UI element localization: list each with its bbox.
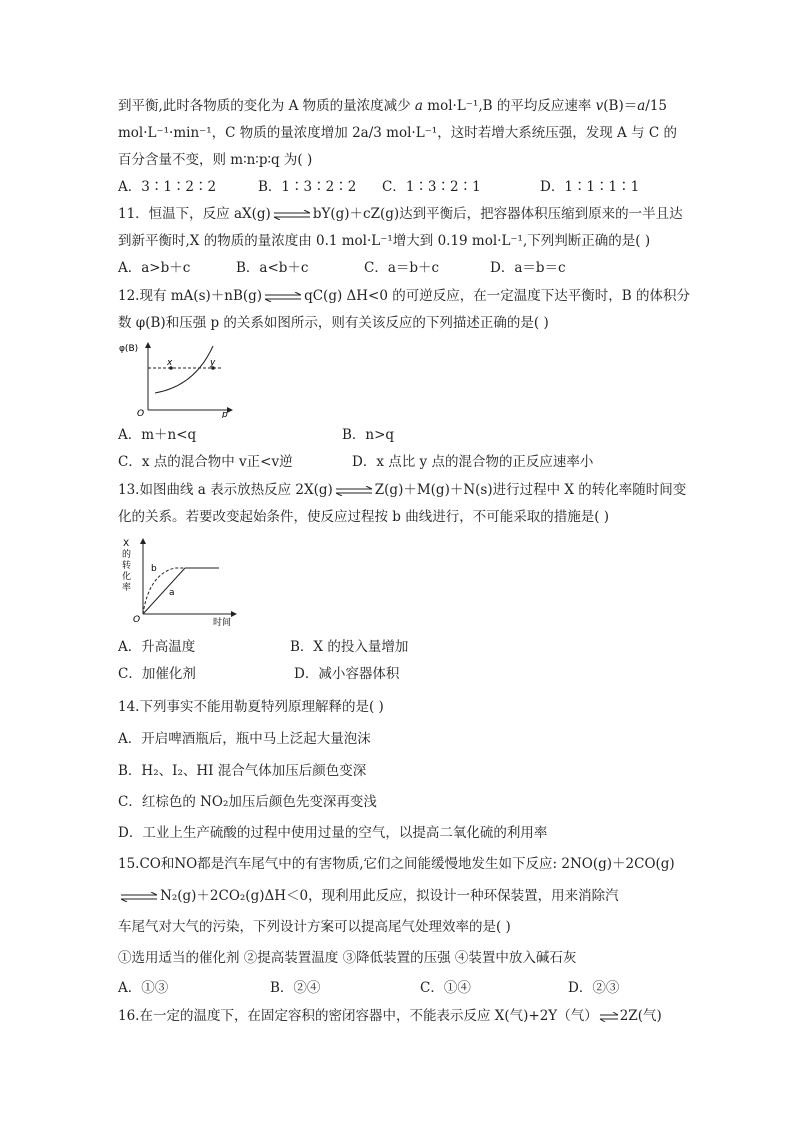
q11-option-b: B．a<b＋c <box>236 260 309 276</box>
q10-line2: mol·L⁻¹·min⁻¹，C 物质的量浓度增加 2a/3 mol·L⁻¹，这时若增大系统压强，发现 A 与 C 的 <box>118 125 677 141</box>
q13-xlabel: 时间 <box>213 618 232 626</box>
q14-option-a: A．开启啤酒瓶后，瓶中马上泛起大量泡沫 <box>118 731 371 747</box>
q12-option-b: B．n>q <box>342 427 395 443</box>
q11-line2: 到新平衡时,X 的物质的量浓度由 0.1 mol·L⁻¹增大到 0.19 mol·L⁻¹,下列判断正确的是( ) <box>118 233 651 249</box>
q13-ylabel-1: 的 <box>122 550 132 560</box>
q13-ylabel-3: 化 <box>122 572 132 582</box>
q13-curve-b-label: b <box>151 564 157 574</box>
q12-point-y: y <box>210 358 216 368</box>
q15-option-c: C．①④ <box>420 980 471 996</box>
q13-option-b: B．X 的投入量增加 <box>290 639 409 655</box>
q11-option-d: D．a＝b＝c <box>490 260 566 276</box>
q12-option-c: C．x 点的混合物中 v正<v逆 <box>118 454 293 470</box>
q16-line1: 16.在一定的温度下，在固定容积的密闭容器中，不能表示反应 X(气)+2Y（气） 2Z(气) <box>118 1008 662 1024</box>
q11-line1: 11．恒温下，反应 aX(g) bY(g)＋cZ(g)达到平衡后，把容器体积压缩到原来的一半且达 <box>118 206 683 222</box>
q14-option-c: C．红棕色的 NO₂加压后颜色先变深再变浅 <box>118 794 377 810</box>
q15-option-d: D．②③ <box>568 980 620 996</box>
q10-option-a: A．3∶1∶2∶2 <box>118 179 217 195</box>
q10-line1: 到平衡,此时各物质的变化为 A 物质的量浓度减少 a mol·L⁻¹,B 的平均反应速率 v(B)＝a/15 <box>118 98 668 114</box>
q12-origin: O <box>137 409 145 418</box>
q11-option-c: C．a＝b＋c <box>364 260 440 276</box>
equilibrium-arrow-icon <box>272 210 312 220</box>
q12-option-d: D．x 点比 y 点的混合物的正反应速率小 <box>352 454 594 470</box>
q13-line1: 13.如图曲线 a 表示放热反应 2X(g) Z(g)＋M(g)＋N(s)进行过程中 X 的转化率随时间变 <box>118 482 687 498</box>
q11-option-a: A．a>b＋c <box>118 260 191 276</box>
q15-line3: 车尾气对大气的污染，下列设计方案可以提高尾气处理效率的是( ) <box>118 919 511 935</box>
q12-ylabel: φ(B) <box>119 344 139 354</box>
q13-origin: O <box>133 615 141 625</box>
q15-option-a: A．①③ <box>118 980 169 996</box>
q13-curve-a-label: a <box>169 588 175 598</box>
q12-graph <box>115 338 240 418</box>
q15-line4: ①选用适当的催化剂 ②提高装置温度 ③降低装置的压强 ④装置中放入碱石灰 <box>118 950 577 966</box>
q13-option-a: A．升高温度 <box>118 639 196 655</box>
q12-point-x: x <box>167 358 173 368</box>
q15-line2: N₂(g)＋2CO₂(g)ΔH＜0，现利用此反应，拟设计一种环保装置，用来消除汽 <box>118 886 619 906</box>
q12-xlabel: p <box>222 410 228 418</box>
q13-option-d: D．减小容器体积 <box>294 666 400 682</box>
q13-ylabel-4: 率 <box>122 583 132 593</box>
q13-ylabel-0: X <box>123 539 130 549</box>
q10-option-d: D．1∶1∶1∶1 <box>540 179 640 195</box>
equilibrium-arrow-icon <box>263 292 303 302</box>
q13-option-c: C．加催化剂 <box>118 666 196 682</box>
q12-option-a: A．m＋n<q <box>118 427 197 443</box>
q13-line2: 化的关系。若要改变起始条件，使反应过程按 b 曲线进行，不可能采取的措施是( ) <box>118 509 610 525</box>
q15-line1: 15.CO和NO都是汽车尾气中的有害物质,它们之间能缓慢地发生如下反应: 2NO(g)＋2CO(g) <box>118 856 675 872</box>
q14-option-d: D．工业上生产硫酸的过程中使用过量的空气，以提高二氧化硫的利用率 <box>118 825 548 841</box>
equilibrium-arrow-icon <box>119 892 159 902</box>
q10-line3: 百分含量不变，则 m∶n∶p∶q 为( ) <box>118 152 313 168</box>
q12-line1: 12.现有 mA(s)＋nB(g) qC(g) ΔH<0 的可逆反应，在一定温度下达平衡时，B 的体积分 <box>118 288 690 304</box>
q13-graph <box>115 534 245 626</box>
equilibrium-arrow-icon <box>599 1012 619 1022</box>
equilibrium-arrow-icon <box>334 486 374 496</box>
q14-option-b: B．H₂、I₂、HI 混合气体加压后颜色变深 <box>118 763 367 779</box>
q13-ylabel-2: 转 <box>122 561 132 571</box>
q14-stem: 14.下列事实不能用勒夏特列原理解释的是( ) <box>118 699 384 715</box>
q12-line2: 数 φ(B)和压强 p 的关系如图所示，则有关该反应的下列描述正确的是( ) <box>118 315 549 331</box>
q10-option-c: C．1∶3∶2∶1 <box>382 179 481 195</box>
q15-option-b: B．②④ <box>270 980 321 996</box>
q10-option-b: B．1∶3∶2∶2 <box>258 179 357 195</box>
